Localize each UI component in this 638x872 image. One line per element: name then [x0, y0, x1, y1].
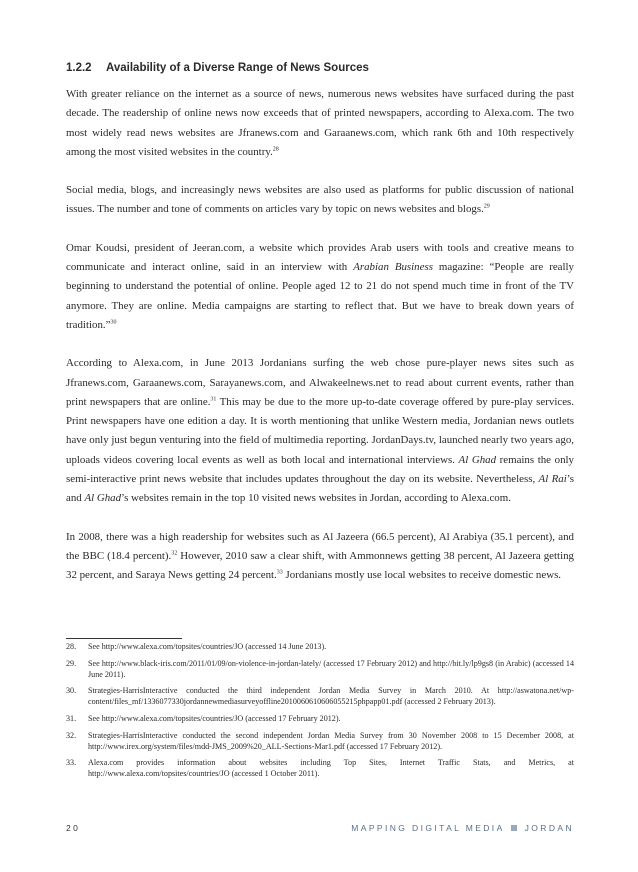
footnote-number: 28.: [66, 642, 77, 651]
report-title: MAPPING DIGITAL MEDIA: [351, 823, 505, 833]
paragraph: [66, 239, 574, 335]
paragraph-text: According to Alexa.com, in June 2013 Jordanians surfing the web chose pure-player news sites such as Jfranews.com, Garaanews.com, Sarayanews.com, and Alwakeelnews.net to read about current events, rather than print newspapers that are online.: [66, 357, 574, 408]
body-text: [66, 85, 574, 605]
footnote: [66, 642, 574, 653]
footnote-text: See http://www.alexa.com/topsites/countries/JO (accessed 14 June 2013).: [88, 642, 327, 651]
footnote-ref: 29: [483, 203, 490, 210]
footnote: [66, 659, 574, 681]
footnote-number: 30.: [66, 686, 77, 696]
newspaper-name: Al Ghad: [84, 492, 122, 505]
paragraph-text: Jordanians mostly use local websites to receive domestic news.: [282, 569, 562, 582]
footnote: [66, 686, 574, 708]
separator-square-icon: [511, 825, 517, 831]
section-heading: [66, 62, 586, 74]
paragraph: [66, 354, 574, 508]
paragraph-text: However, 2010 saw a clear shift, with Ammonnews getting 38 percent, Al Jazeera getting 32 percent, and Saraya News getting 24 percent.: [66, 549, 574, 582]
paragraph-text: With greater reliance on the internet as a source of news, numerous news websites have surfaced during the past decade. The readership of online news now exceeds that of printed newspapers, according to Alexa.com. The two most widely read news websites are Jfranews.com and Garaanews.com, which rank 6th and 10th respectively among the most visited websites in the country.: [66, 88, 574, 158]
paragraph-text: Omar Koudsi, president of Jeeran.com, a website which provides Arab users with tools and creative means to communicate and interact online, said in an interview with: [66, 241, 574, 274]
footnote: [66, 758, 574, 780]
footnotes: [66, 642, 574, 786]
paragraph: [66, 85, 574, 162]
magazine-name: Arabian Business: [353, 261, 433, 274]
page-number: 20: [66, 823, 81, 833]
footnote-ref: 32: [171, 550, 178, 557]
footnote-ref: 28: [272, 146, 279, 153]
paragraph-text: Social media, blogs, and increasingly news websites are also used as platforms for public discussion of national issues. The number and tone of comments on articles vary by topic on news websites and blogs.: [66, 184, 574, 216]
footnote-text: Strategies-HarrisInteractive conducted the second independent Jordan Media Survey from 30 November 2008 to 15 December 2008, at http://www.irex.org/system/files/mdd-JMS_2009%20_ALL-Sections-Mar1.pdf (accessed 17 February 2012).: [88, 730, 574, 751]
paragraph-text: This may be due to the more up-to-date coverage offered by pure-play services. Print newspapers have one edition a day. It is worth mentioning that unlike Western media, Jordanian news outlets have only just begun venturing into the field of multimedia reporting. JordanDays.tv, launched nearly two years ago, uploads videos covering local events as well as both local and international interviews.: [66, 395, 574, 466]
footnote: [66, 714, 574, 725]
paragraph-text: magazine: “People are really beginning to understand the potential of online. People aged 12 to 21 do not spend much time in front of the TV anymore. They are online. Media campaigns are starting to reflect that. But we have to break down years of tradition.”: [66, 261, 574, 331]
footnote-text: See http://www.alexa.com/topsites/countries/JO (accessed 17 February 2012).: [88, 713, 341, 723]
footnote-number: 31.: [66, 713, 77, 723]
newspaper-name: Al Rai: [538, 473, 567, 486]
footnote-number: 33.: [66, 758, 77, 768]
newspaper-name: Al Ghad: [458, 453, 497, 466]
footnote-ref: 31: [210, 396, 217, 403]
footnote-divider: [66, 638, 182, 639]
footnote-text: Strategies-HarrisInteractive conducted the third independent Jordan Media Survey in March 2010. At http://aswatona.net/wp-content/files_mf/1336077330jordannewmediasurveyoffline2010060610606055215phpapp01.pdf (accessed 2 February 2013).: [88, 686, 574, 707]
country-title: JORDAN: [524, 823, 574, 833]
section-number: 1.2.2: [66, 62, 92, 74]
paragraph: [66, 181, 574, 220]
footnote-text: See http://www.black-iris.com/2011/01/09/on-violence-in-jordan-lately/ (accessed 17 February 2012) and http://bit.ly/lp9gs8 (in Arabic) (accessed 14 June 2011).: [88, 658, 574, 679]
footnote-ref: 30: [110, 319, 117, 326]
footnote-number: 29.: [66, 658, 77, 668]
footnote-number: 32.: [66, 730, 77, 740]
paragraph: [66, 528, 574, 586]
section-title: Availability of a Diverse Range of News Sources: [106, 62, 369, 74]
footnote-text: Alexa.com provides information about websites including Top Sites, Internet Traffic Stats, and Metrics, at http://www.alexa.com/topsites/countries/JO (accessed 1 October 2011).: [88, 758, 574, 779]
paragraph-text: remains the only semi-interactive print news website that includes updates throughout the day on its website. Nevertheless,: [66, 453, 574, 486]
footnote: [66, 731, 574, 753]
running-title: [351, 823, 574, 833]
paragraph-text: ’s websites remain in the top 10 visited news websites in Jordan, according to Alexa.com.: [121, 492, 511, 505]
footnote-ref: 33: [276, 569, 283, 576]
paragraph-text: In 2008, there was a high readership for websites such as Al Jazeera (66.5 percent), Al Arabiya (35.1 percent), and the BBC (18.4 percent).: [66, 530, 574, 562]
paragraph-text: ’s and: [66, 473, 574, 505]
